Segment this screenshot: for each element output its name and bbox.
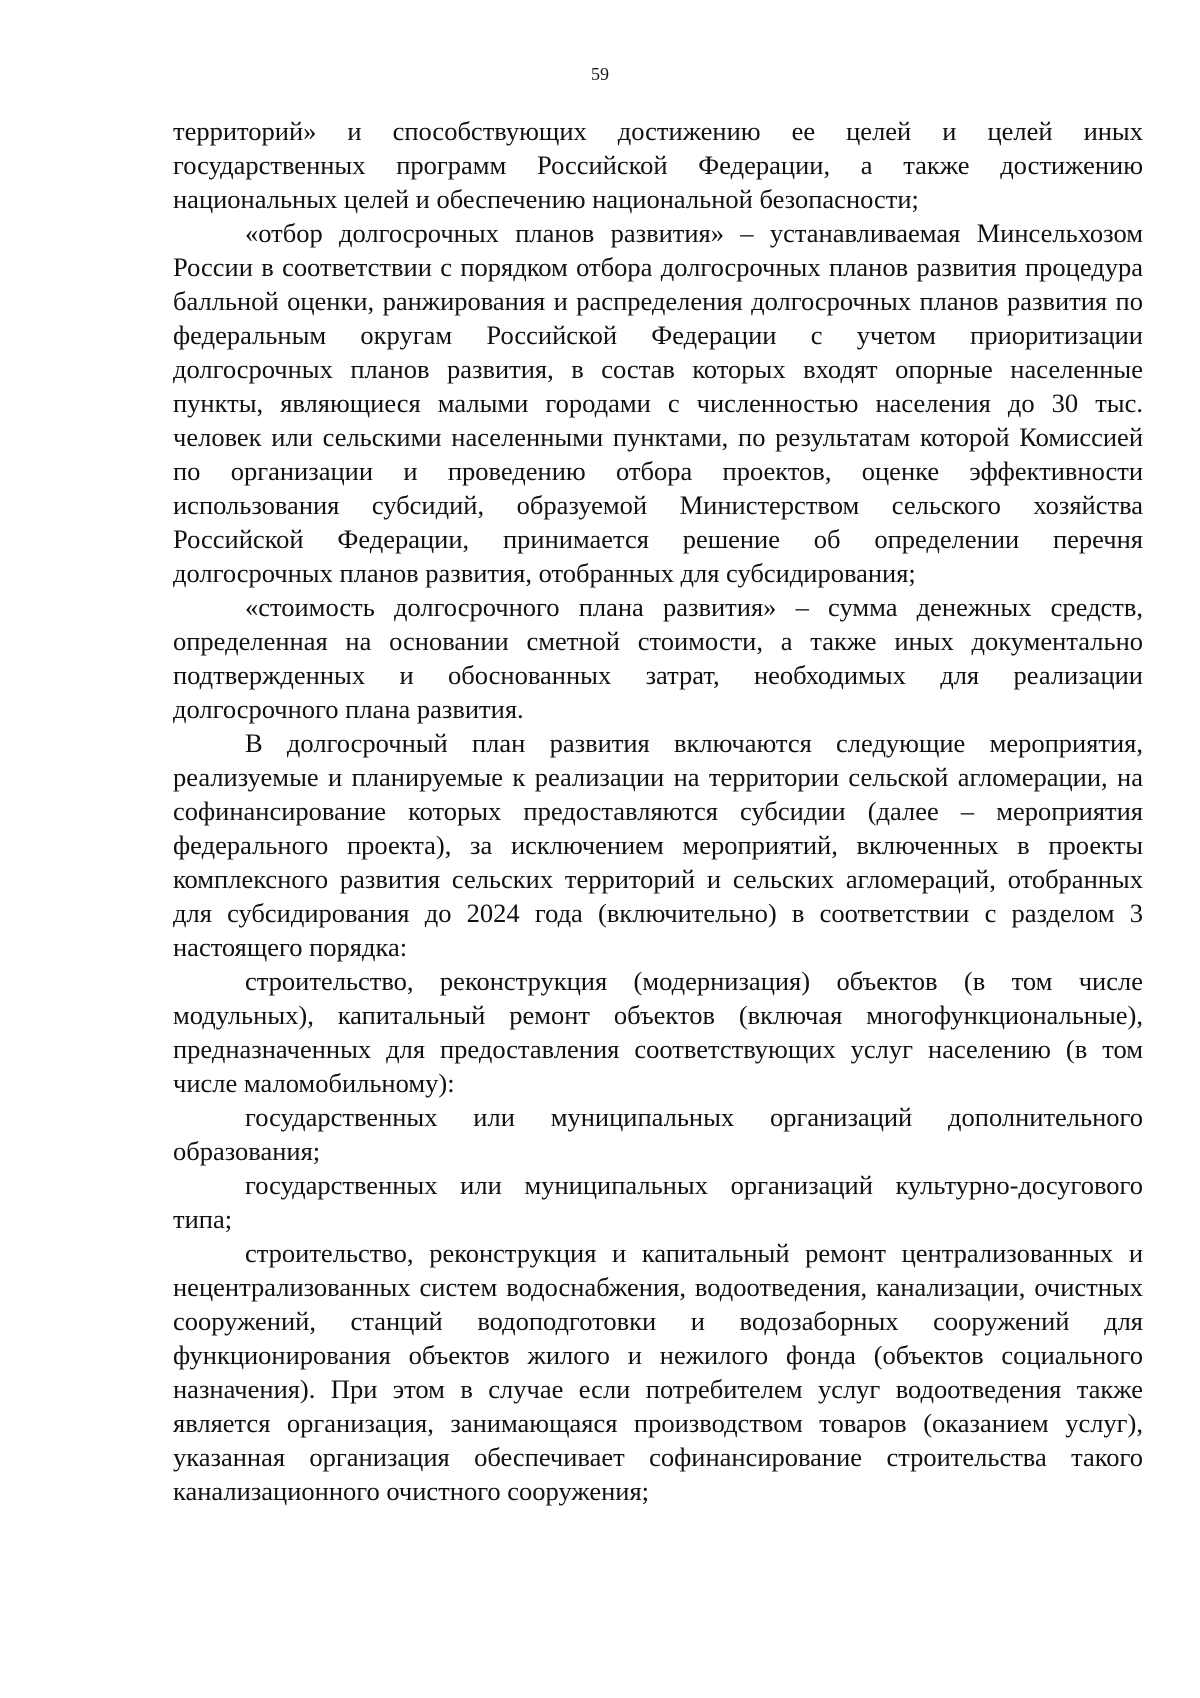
paragraph-definition-cost: «стоимость долгосрочного плана развития» – сумма денежных средств, определенная на основании сметной стоимости, а также иных документально подтвержденных и обоснованных затрат, необходимых для реализации долгосрочного плана развития. bbox=[173, 592, 1143, 724]
page-number: 59 bbox=[591, 64, 609, 84]
paragraph-cultural-leisure: государственных или муниципальных организаций культурно-досугового типа; bbox=[173, 1170, 1143, 1234]
paragraph-additional-education: государственных или муниципальных организаций дополнительного образования; bbox=[173, 1102, 1143, 1166]
paragraph-definition-selection: «отбор долгосрочных планов развития» – устанавливаемая Минсельхозом России в соответствии с порядком отбора долгосрочных планов развития процедура балльной оценки, ранжирования и распределения долгосрочных планов развития по федеральным округам Российской Федерации с учетом приоритизации долгосрочных планов развития, в состав которых входят опорные населенные пункты, являющиеся малыми городами с численностью населения до 30 тыс. человек или сельскими населенными пунктами, по результатам которой Комиссией по организации и проведению отбора проектов, оценке эффективности использования субсидий, образуемой Министерством сельского хозяйства Российской Федерации, принимается решение об определении перечня долгосрочных планов развития, отобранных для субсидирования; bbox=[173, 218, 1143, 588]
paragraph-included-measures: В долгосрочный план развития включаются следующие мероприятия, реализуемые и планируемые к реализации на территории сельской агломерации, на софинансирование которых предоставляются субсидии (далее – мероприятия федерального проекта), за исключением мероприятий, включенных в проекты комплексного развития сельских территорий и сельских агломераций, отобранных для субсидирования до 2024 года (включительно) в соответствии с разделом 3 настоящего порядка: bbox=[173, 728, 1143, 962]
paragraph-construction-objects: строительство, реконструкция (модернизация) объектов (в том числе модульных), капитальный ремонт объектов (включая многофункциональные), предназначенных для предоставления соответствующих услуг населению (в том числе маломобильному): bbox=[173, 966, 1143, 1098]
paragraph-water-systems: строительство, реконструкция и капитальный ремонт централизованных и нецентрализованных систем водоснабжения, водоотведения, канализации, очистных сооружений, станций водоподготовки и водозаборных сооружений для функционирования объектов жилого и нежилого фонда (объектов социального назначения). При этом в случае если потребителем услуг водоотведения также является организация, занимающаяся производством товаров (оказанием услуг), указанная организация обеспечивает софинансирование строительства такого канализационного очистного сооружения; bbox=[173, 1238, 1143, 1506]
document-body bbox=[173, 114, 1143, 1508]
paragraph-continuation: территорий» и способствующих достижению ее целей и целей иных государственных программ Российской Федерации, а также достижению национальных целей и обеспечению национальной безопасности; bbox=[173, 116, 1143, 214]
